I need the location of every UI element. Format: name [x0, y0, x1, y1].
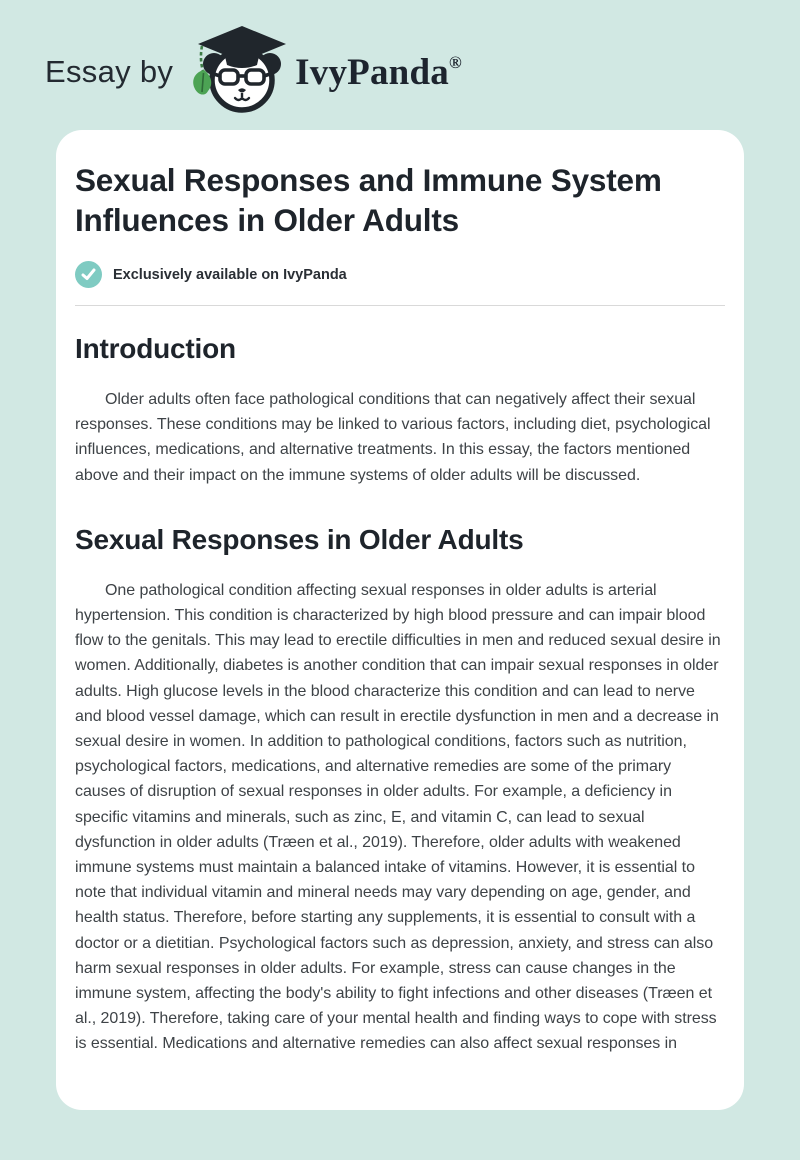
brand-name: IvyPanda — [295, 51, 449, 93]
registered-mark: ® — [448, 52, 462, 72]
brand-wordmark — [295, 51, 462, 94]
essay-title: Sexual Responses and Immune System Influences in Older Adults — [75, 162, 662, 238]
divider — [75, 305, 725, 306]
header — [0, 0, 800, 118]
section-sexual-responses — [75, 524, 725, 1057]
availability-badge — [75, 261, 725, 288]
paragraph-sexual-responses: One pathological condition affecting sexual responses in older adults is arterial hypertension. This condition is characterized by high blood pressure and can impair blood flow to the genitals. This may lead to erectile difficulties in men and reduced sexual desire in women. Additionally, diabetes is another condition that can impair sexual responses in older adults. High glucose levels in the blood characterize this condition and can lead to nerve and blood vessel damage, which can result in erectile dysfunction in men and a decrease in sexual desire in women. In addition to pathological conditions, factors such as nutrition, psychological factors, medications, and alternative remedies are some of the primary causes of disruption of sexual responses in older adults. For example, a deficiency in specific vitamins and minerals, such as zinc, E, and vitamin C, can lead to sexual dysfunction in older adults (Træen et al., 2019). Therefore, older adults with weakened immune systems must maintain a balanced intake of vitamins. However, it is essential to note that individual vitamin and mineral needs may vary depending on age, gender, and health status. Therefore, before starting any supplements, it is essential to consult with a doctor or a dietitian. Psychological factors such as depression, anxiety, and stress can also harm sexual responses in older adults. For example, stress can cause changes in the immune system, affecting the body's ability to fight infections and other diseases (Træen et al., 2019). Therefore, taking care of your mental health and finding ways to cope with stress is essential. Medications and alternative remedies can also affect sexual responses in — [75, 581, 721, 1053]
section-heading-sexual-responses: Sexual Responses in Older Adults — [75, 523, 524, 555]
availability-text: Exclusively available on IvyPanda — [113, 266, 347, 283]
section-introduction — [75, 333, 725, 488]
ivypanda-panda-logo-icon — [189, 24, 291, 116]
paragraph-introduction: Older adults often face pathological conditions that can negatively affect their sexual responses. These conditions may be linked to various factors, including diet, psychological influences, medications, and alternative treatments. In this essay, the factors mentioned above and their impact on the immune systems of older adults will be discussed. — [75, 391, 711, 484]
essay-card — [56, 130, 744, 1110]
essay-by-label: Essay by — [45, 54, 174, 89]
checkmark-icon — [75, 261, 102, 288]
section-heading-introduction: Introduction — [75, 333, 236, 364]
